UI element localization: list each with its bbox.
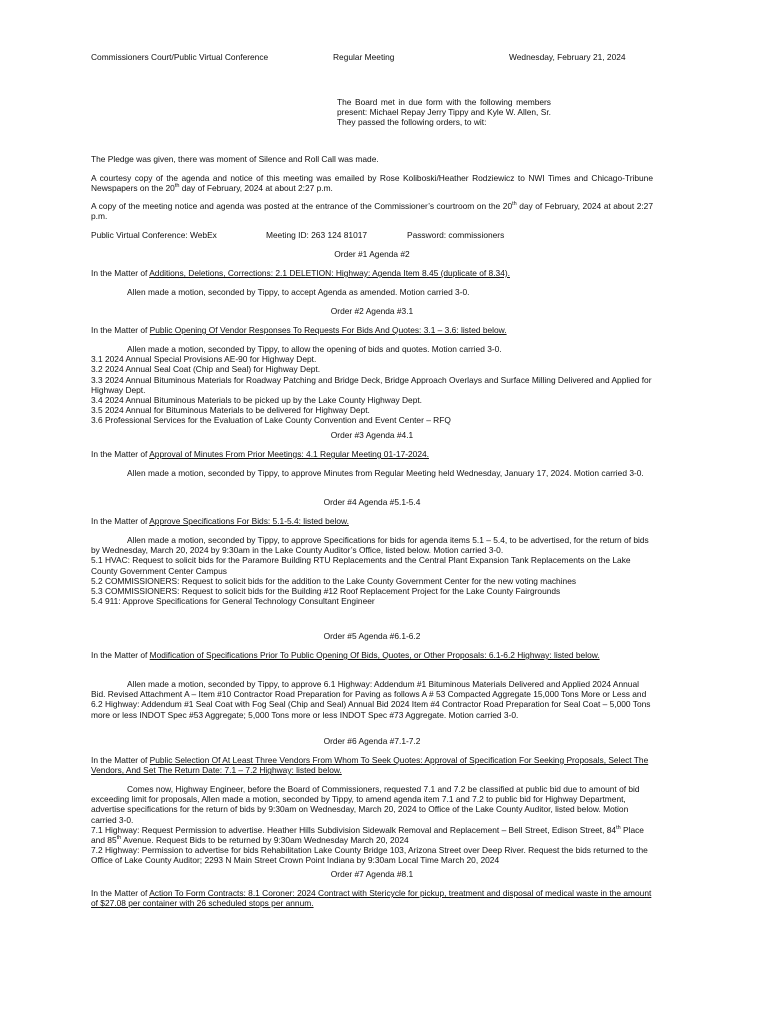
list-item: 3.6 Professional Services for the Evaluation of Lake County Convention and Event Center – RFQ (91, 415, 451, 426)
order-motion: Allen made a motion, seconded by Tippy, to approve Minutes from Regular Meeting held Wednesday, January 17, 2024. Motion carried 3-0. (127, 468, 644, 478)
list-item: 3.2 2024 Annual Seal Coat (Chip and Seal) for Highway Dept. (91, 364, 321, 375)
list-item: 3.1 2024 Annual Special Provisions AE-90 for Highway Dept. (91, 354, 317, 365)
posted-notice: A copy of the meeting notice and agenda was posted at the entrance of the Commissioner’s courtroom on the 20th day of February, 2024 at about 2:27 p.m. (91, 201, 653, 222)
order-heading: Order #3 Agenda #4.1 (330, 430, 414, 440)
list-item: 3.5 2024 Annual for Bituminous Materials to be delivered for Highway Dept. (91, 405, 370, 416)
meeting-id: Meeting ID: 263 124 81017 (266, 230, 368, 240)
list-item: 7.1 Highway: Request Permission to advertise. Heather Hills Subdivision Sidewalk Removal and Replacement – Bell Street, Edison Street, 84th Place and 85th Avenue. Request Bids to be returned by 9:30am Wednesday March 20, 2024 (91, 824, 644, 846)
list-item: 5.2 COMMISSIONERS: Request to solicit bids for the addition to the Lake County Government Center for the new voting machines (91, 575, 577, 586)
order-matter: In the Matter of Approve Specifications For Bids: 5.1-5.4: listed below. (91, 516, 349, 526)
order-body (91, 535, 653, 606)
header-meeting-type: Regular Meeting (333, 52, 395, 62)
order-heading: Order #2 Agenda #3.1 (330, 306, 414, 316)
order-heading: Order #5 Agenda #6.1-6.2 (323, 631, 421, 641)
list-item: 3.3 2024 Annual Bituminous Materials for Roadway Patching and Bridge Deck, Bridge Approach Overlays and Surface Milling Delivered and Applied for Highway Dept. (91, 374, 652, 395)
order-matter: In the Matter of Action To Form Contracts: 8.1 Coroner: 2024 Contract with Stericycle for pickup, treatment and disposal of medical waste in the amount of $27.08 per container with 26 scheduled stops per annum. (91, 888, 652, 909)
order-body (91, 784, 653, 866)
order-motion: Allen made a motion, seconded by Tippy, to approve 6.1 Highway: Addendum #1 Bituminous Materials Delivered and Applied 2024 Annual Bid. Revised Attachment A – Item #10 Contractor Road Preparation for Paving as follows A # 53 Compacted Aggregate 15,000 Tons More or Less and 6.2 Highway: Addendum #1 Seal Coat with Fog Seal (Chip and Seal) Annual Bid 2024 Item #4 Contractor Road Preparation for Seal Coat – 5,000 Tons more or less INDOT Spec #53 Aggregate; 5,000 Tons more or less INDOT Spec #73 Aggregate. Motion carried 3-0. (91, 679, 651, 720)
order-motion: Allen made a motion, seconded by Tippy, to approve Specifications for bids for agenda items 5.1 – 5.4, to be advertised, for the return of bids by Wednesday, March 20, 2024 by 9:30am in the Lake County Auditor’s Office, listed below. Motion carried 3-0. (91, 535, 649, 556)
order-motion: Allen made a motion, seconded by Tippy, to allow the opening of bids and quotes. Motion carried 3-0. (127, 344, 502, 354)
pledge-text: The Pledge was given, there was moment of Silence and Roll Call was made. (91, 154, 379, 164)
meeting-password: Password: commissioners (407, 230, 505, 240)
order-body (91, 344, 653, 426)
order-motion: Comes now, Highway Engineer, before the Board of Commissioners, requested 7.1 and 7.2 be classified at public bid due to amount of bid exceeding limit for proposals, Allen made a motion, seconded by Tippy, to amend agenda item 7.1 and 7.2 to public bid for Highway Department, advertise specifications for the return of bids by 9:30am on Wednesday, March 20, 2024 to Office of the Lake County Auditor, listed below. Motion carried 3-0. (91, 784, 640, 825)
header-date: Wednesday, February 21, 2024 (509, 52, 626, 62)
intro-paragraph: The Board met in due form with the following members present: Michael Repay Jerry Tippy and Kyle W. Allen, Sr. They passed the following orders, to wit: (337, 97, 551, 128)
order-matter: In the Matter of Approval of Minutes From Prior Meetings: 4.1 Regular Meeting 01-17-2024. (91, 449, 429, 459)
order-heading: Order #7 Agenda #8.1 (330, 869, 414, 879)
order-heading: Order #4 Agenda #5.1-5.4 (323, 497, 421, 507)
order-matter: In the Matter of Modification of Specifications Prior To Public Opening Of Bids, Quotes, or Other Proposals: 6.1-6.2 Highway: listed below. (91, 650, 600, 660)
order-heading: Order #6 Agenda #7.1-7.2 (323, 736, 421, 746)
order-matter: In the Matter of Public Opening Of Vendor Responses To Requests For Bids And Quotes: 3.1 – 3.6: listed below. (91, 325, 507, 335)
courtesy-notice: A courtesy copy of the agenda and notice of this meeting was emailed by Rose Koliboski/Heather Rodziewicz to NWI Times and Chicago-Tribune Newspapers on the 20th day of February, 2024 at about 2:27 p.m. (91, 173, 653, 194)
order-matter: In the Matter of Public Selection Of At Least Three Vendors From Whom To Seek Quotes: Approval of Specification For Seeking Proposals, Select The Vendors, And Set The Return Date: 7.1 – 7.2 Highway: listed below. (91, 755, 649, 776)
list-item: 5.3 COMMISSIONERS: Request to solicit bids for the Building #12 Roof Replacement Project for the Lake County Fairgrounds (91, 586, 561, 597)
header-court: Commissioners Court/Public Virtual Conference (91, 52, 269, 62)
list-item: 7.2 Highway: Permission to advertise for bids Rehabilitation Lake County Bridge 103, Arizona Street over Deep River. Request the bids returned to the Office of Lake County Auditor; 2293 N Main Street Crown Point Indiana by 9:30am Local Time March 20, 2024 (91, 845, 648, 866)
list-item: 5.4 911: Approve Specifications for General Technology Consultant Engineer (91, 596, 375, 607)
order-heading: Order #1 Agenda #2 (334, 249, 410, 259)
order-motion: Allen made a motion, seconded by Tippy, to accept Agenda as amended. Motion carried 3-0. (127, 287, 470, 297)
list-item: 5.1 HVAC: Request to solicit bids for the Paramore Building RTU Replacements and the Central Plant Expansion Tank Replacements on the Lake County Government Center Campus (91, 555, 631, 576)
order-matter: In the Matter of Additions, Deletions, Corrections: 2.1 DELETION: Highway: Agenda Item 8.45 (duplicate of 8.34). (91, 268, 510, 278)
list-item: 3.4 2024 Annual Bituminous Materials to be picked up by the Lake County Highway Dept. (91, 395, 423, 406)
conference-label: Public Virtual Conference: WebEx (91, 230, 217, 240)
